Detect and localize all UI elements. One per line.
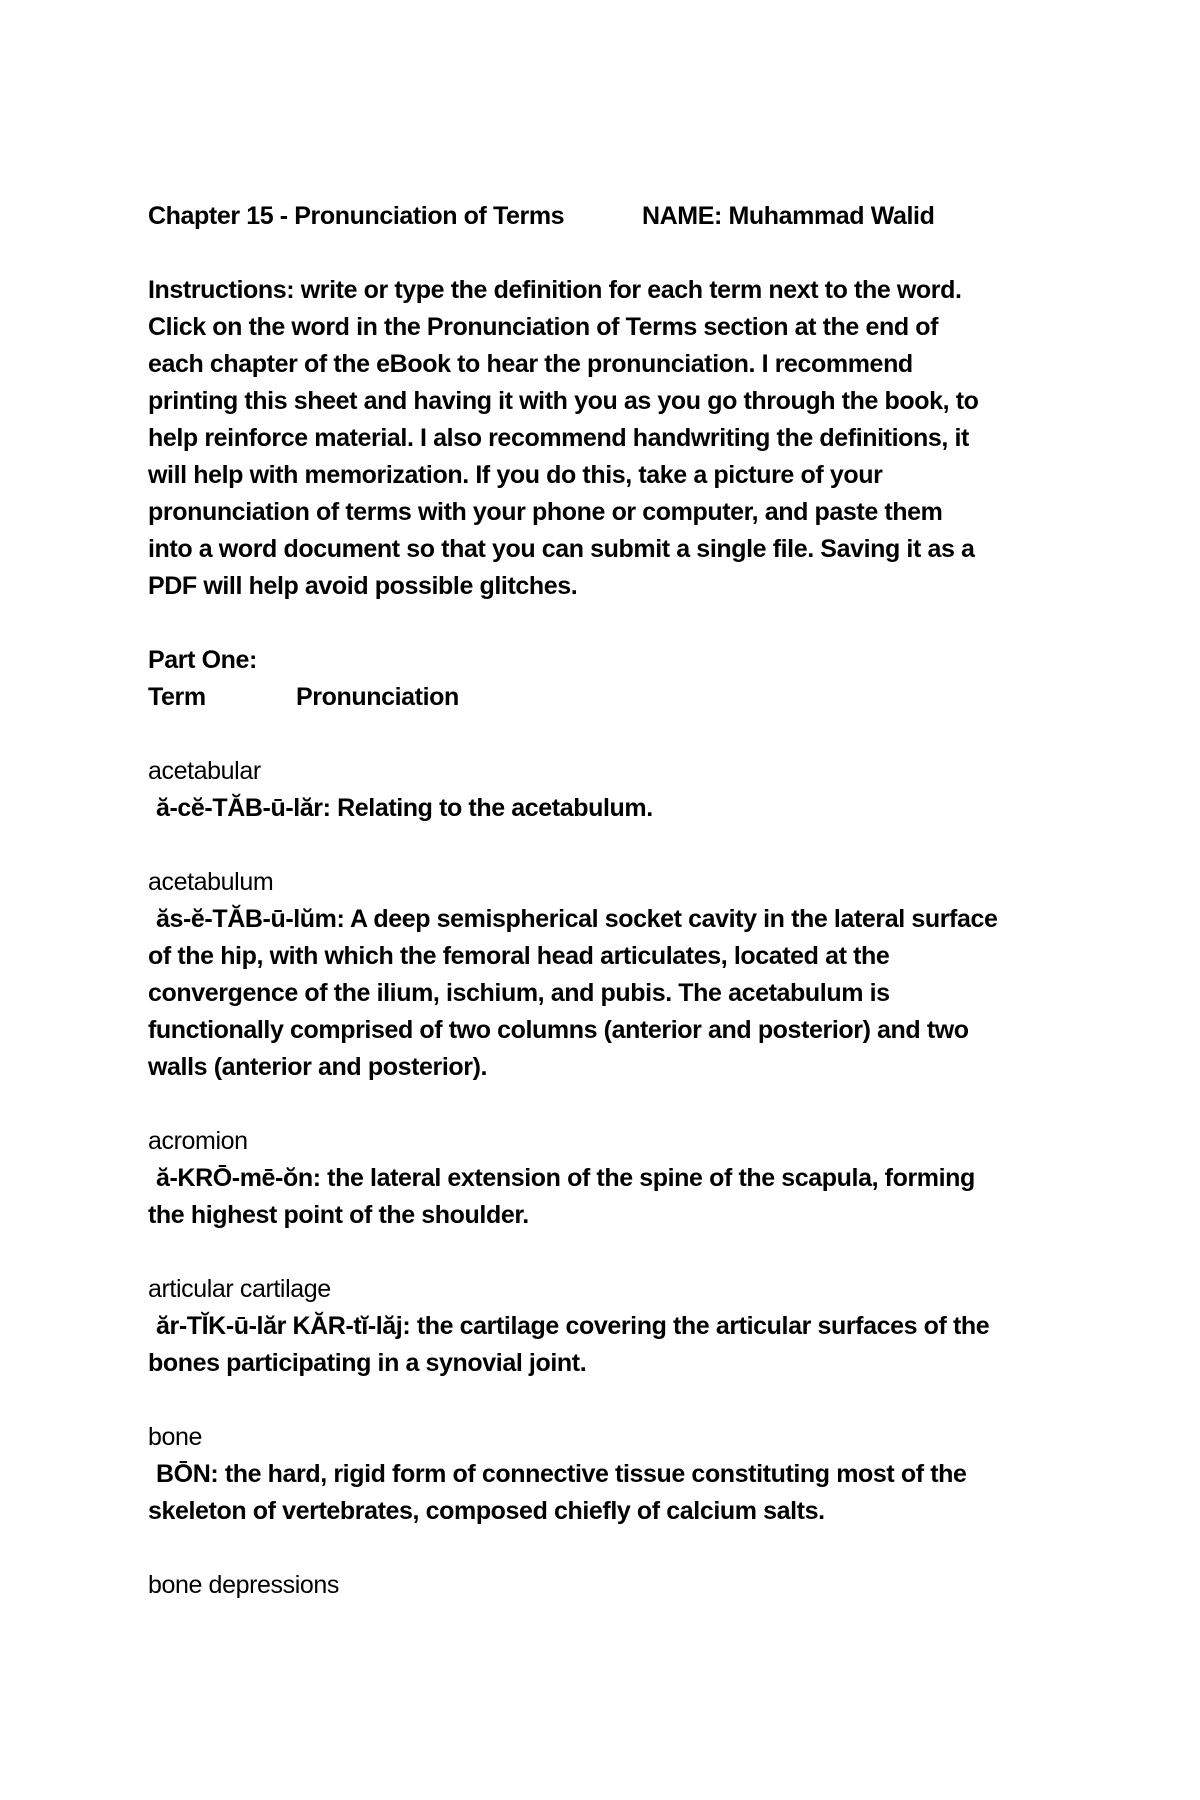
instructions-line: each chapter of the eBook to hear the pronunciation. I recommend: [148, 350, 913, 378]
instructions-line: pronunciation of terms with your phone or computer, and paste them: [148, 498, 943, 526]
term-definition-line: the highest point of the shoulder.: [148, 1201, 529, 1229]
instructions-line: Instructions: write or type the definition for each term next to the word.: [148, 276, 962, 304]
term-definition-line: ă-cĕ-TĂB-ū-lăr: Relating to the acetabulum.: [156, 794, 653, 822]
term-definition-line: ă-KRŌ-mē-ŏn: the lateral extension of the spine of the scapula, forming: [156, 1164, 975, 1192]
term-name: acetabular: [148, 757, 261, 785]
term-definition-line: ăs-ĕ-TĂB-ū-lŭm: A deep semispherical socket cavity in the lateral surface: [156, 905, 998, 933]
instructions-line: into a word document so that you can submit a single file. Saving it as a: [148, 535, 975, 563]
instructions-line: help reinforce material. I also recommend handwriting the definitions, it: [148, 424, 969, 452]
student-name: NAME: Muhammad Walid: [642, 202, 935, 230]
term-definition-line: convergence of the ilium, ischium, and pubis. The acetabulum is: [148, 979, 890, 1007]
term-definition-line: functionally comprised of two columns (anterior and posterior) and two: [148, 1016, 969, 1044]
term-name: acromion: [148, 1127, 248, 1155]
instructions-paragraph: [148, 272, 1088, 605]
term-definition-line: BŌN: the hard, rigid form of connective tissue constituting most of the: [156, 1460, 967, 1488]
chapter-title: Chapter 15 - Pronunciation of Terms: [148, 202, 565, 230]
instructions-line: will help with memorization. If you do this, take a picture of your: [148, 461, 883, 489]
term-name: bone depressions: [148, 1571, 339, 1599]
term-definition-line: ăr-TĬK-ū-lăr KĂR-tĭ-lăj: the cartilage covering the articular surfaces of the: [156, 1312, 990, 1340]
term-entry: [148, 1123, 1088, 1234]
column-term-label: Term: [148, 683, 206, 711]
term-definition-line: bones participating in a synovial joint.: [148, 1349, 587, 1377]
term-definition-line: skeleton of vertebrates, composed chiefly of calcium salts.: [148, 1497, 825, 1525]
term-entry: [148, 1419, 1088, 1530]
term-definition-line: walls (anterior and posterior).: [148, 1053, 488, 1081]
term-table-header: [148, 679, 1088, 716]
term-entry: [148, 1567, 1088, 1604]
document-header: [148, 198, 1088, 235]
instructions-line: PDF will help avoid possible glitches.: [148, 572, 578, 600]
column-pronunciation-label: Pronunciation: [296, 683, 459, 711]
term-name: articular cartilage: [148, 1275, 331, 1303]
term-name: acetabulum: [148, 868, 274, 896]
instructions-line: Click on the word in the Pronunciation of Terms section at the end of: [148, 313, 939, 341]
term-definition-line: of the hip, with which the femoral head articulates, located at the: [148, 942, 890, 970]
term-name: bone: [148, 1423, 203, 1451]
term-entry: [148, 864, 1088, 1086]
term-entry: [148, 1271, 1088, 1382]
instructions-line: printing this sheet and having it with you as you go through the book, to: [148, 387, 979, 415]
document-page: [148, 198, 1088, 1604]
part-title: Part One:: [148, 646, 257, 674]
term-entry: [148, 753, 1088, 827]
